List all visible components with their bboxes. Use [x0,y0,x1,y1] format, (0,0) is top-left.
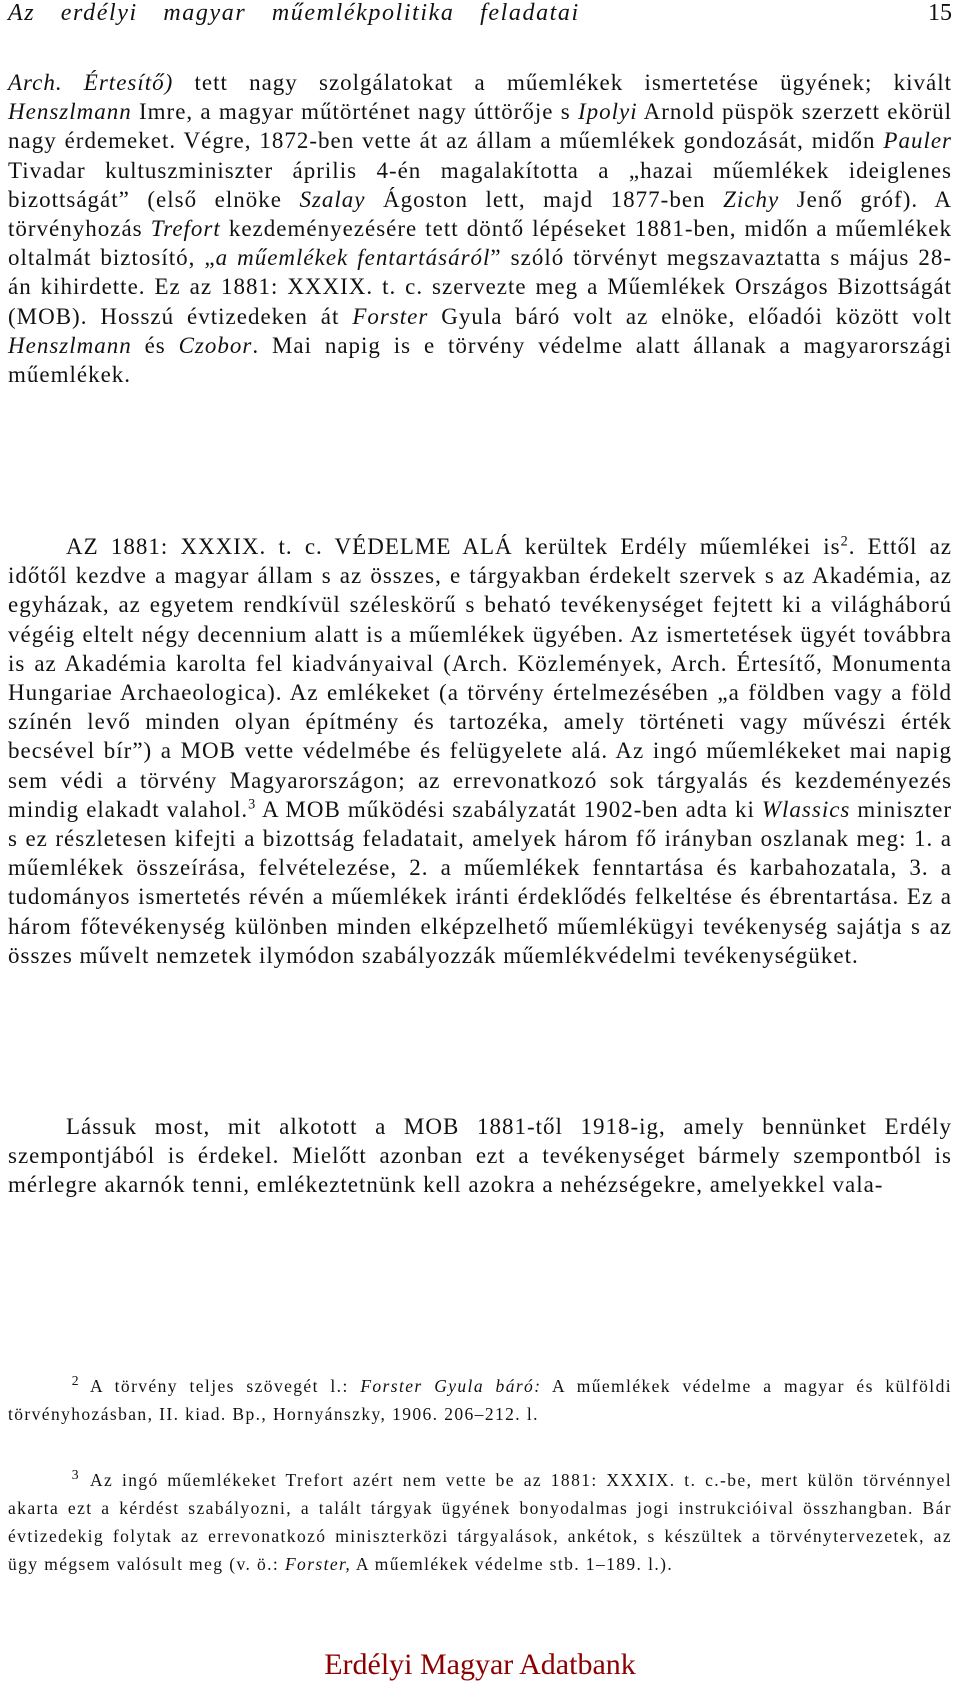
text-run: AZ 1881: XXXIX. t. c. VÉDELME ALÁ kerültek Erdély műemlékei is [66,534,841,559]
italic-run: Henszlmann [8,99,132,125]
italic-run: Forster, [284,1554,352,1574]
footnote-3: 3 Az ingó műemlékeket Trefort azért nem vette be az 1881: XXXIX. t. c.-be, mert külön törvénnyel akarta ezt a kérdést szabályozni, a talált tárgyak ügyének bonyodalmas jogi instrukcióival összhangban. Bár évtizedekig folytak az errevonatkozó miniszterközi tárgyalások, ankétok, s készültek a törvénytervezetek, az ügy mégsem valósult meg (v. ö.: Forster, A műemlékek védelme stb. 1–189. l.). [8,1467,952,1574]
paragraph-2 [8,532,952,970]
text-run: Gyula báró volt az elnöke, előadói között volt [428,303,952,329]
italic-run: Ipolyi [577,99,638,125]
text-run: Imre, a magyar műtörténet nagy úttörője s [131,99,578,125]
footnote-text [8,1470,952,1574]
italic-run: Forster Gyula báró: [360,1376,542,1396]
italic-run: a műemlékek fentartásáról [215,245,491,271]
footer-watermark: Erdélyi Magyar Adatbank [324,1648,636,1681]
footnote-2: 2 A törvény teljes szövegét l.: Forster Gyula báró: A műemlékek védelme a magyar és külföldi törvényhozásban, II. kiad. Bp., Hornyánszky, 1906. 206–212. l. [8,1373,952,1424]
text-run: A törvény teljes szövegét l.: [90,1376,361,1396]
italic-run: Zichy [723,186,780,212]
running-header [8,0,952,34]
italic-run: Trefort [150,216,221,242]
text-run: Arnold püspök szerzett ekörül nagy érdemeket. Végre, 1872-ben vette át az állam a műemlékek gondozását, midőn [8,99,952,154]
text-run: A műemlékek védelme stb. 1–189. l.). [351,1554,674,1574]
paragraph-text [8,532,952,970]
text-run: Ágoston lett, majd 1877-ben [365,186,724,212]
text-run: A MOB működési szabályzatát 1902-ben adta ki [256,796,762,822]
text-run: Jenő gróf). A törvényhozás [8,186,952,242]
paragraph-text [8,1112,952,1200]
text-run: tett nagy szolgálatokat a műemlékek ismertetése ügyének; kivált [173,70,952,95]
text-run: Tivadar kultuszminiszter április 4-én magalakította a „hazai műemlékek ideiglenes bizottságát” (első elnöke [8,157,952,212]
italic-run: Henszlmann [8,332,132,358]
italic-run: Czobor [178,332,253,358]
italic-run: Forster [352,303,429,329]
italic-run: Wlassics [761,796,851,822]
paragraph-text [8,68,952,389]
paragraph-3 [8,1112,952,1200]
text-run: kezdeményezésére tett döntő lépéseket 1881-ben, midőn a műemlékek oltalmát biztosító, „ [8,216,952,271]
text-run: Az ingó műemlékeket Trefort azért nem vette be az 1881: XXXIX. t. c.-be, mert külön törvénnyel akarta ezt a kérdést szabályozni, a talált tárgyak ügyének bonyodalmas jogi instrukcióival összhangban. Bár évtizedekig folytak az errevonatkozó miniszterközi tárgyalások, ankétok, s készültek a törvénytervezetek, az ügy mégsem valósult meg (v. ö.: [8,1470,952,1574]
italic-run: Pauler [883,128,952,154]
page-number: 15 [928,0,952,26]
text-run: miniszter s ez részletesen kifejti a bizottság feladatait, amelyek három fő irányban oszlanak meg: 1. a műemlékek összeírása, felvételezése, 2. a műemlékek fenntartása és karbahozatala, 3. a tudományos ismertetés révén a műemlékek iránti érdeklődés felkeltése és ébrentartása. Ez a három főtevékenység különben minden elképzelhető műemlékügyi tevékenység sajátja s az összes művelt nemzetek ilymódon szabályozzák műemlékvédelmi tevékenységüket. [8,796,952,968]
paragraph-1 [8,68,952,389]
running-title: Az erdélyi magyar műemlékpolitika feladatai [8,0,580,26]
text-run: ” szóló törvényt megszavaztatta s május 28-án kihirdette. Ez az 1881: XXXIX. t. c. szervezte meg a Műemlékek Országos Bizottságát (MOB). Hosszú évtizedeken át [8,245,952,329]
footnote-ref: 2 [840,533,849,550]
text-run: . Mai napig is e törvény védelme alatt állanak a magyarországi műemlékek. [8,332,952,388]
text-run: A műemlékek védelme a magyar és külföldi törvényhozásban, II. kiad. Bp., Hornyánszky, 1906. 206–212. l. [8,1376,952,1424]
footnote-ref: 3 [248,796,257,813]
text-run: és [131,332,179,358]
italic-run: Arch. Értesítő) [8,70,174,95]
footnote-text [8,1376,952,1424]
italic-run: Szalay [299,186,366,212]
text-run: . Ettől az időtől kezdve a magyar állam s az összes, e tárgyakban érdekelt szervek s az Akadémia, az egyházak, az egyetem rendkívül széleskörű s beható tevékenységet fejtett ki a világháború végéig eltelt négy decennium alatt is a műemlékek ügyében. Az ismertetések ügyét továbbra is az Akadémia karolta fel kiadványaival (Arch. Közlemények, Arch. Értesítő, Monumenta Hungariae Archaeologica). Az emlékeket (a törvény értelmezésében „a földben vagy a föld színén levő minden olyan építmény és tartozéka, amely történeti vagy művészi érték becsével bír”) a MOB vette védelmébe és felügyelete alá. Az ingó műemlékeket mai napig sem védi a törvény Magyarországon; az errevonatkozó sok tárgyalás és kezdeményezés mindig elakadt valahol. [8,534,952,822]
text-run: Lássuk most, mit alkotott a MOB 1881-től 1918-ig, amely bennünket Erdély szempontjából is érdekel. Mielőtt azonban ezt a tevékenységet bármely szempontból is mérlegre akarnók tenni, emlékeztetnünk kell azokra a nehézségekre, amelyekkel vala- [8,1114,952,1198]
